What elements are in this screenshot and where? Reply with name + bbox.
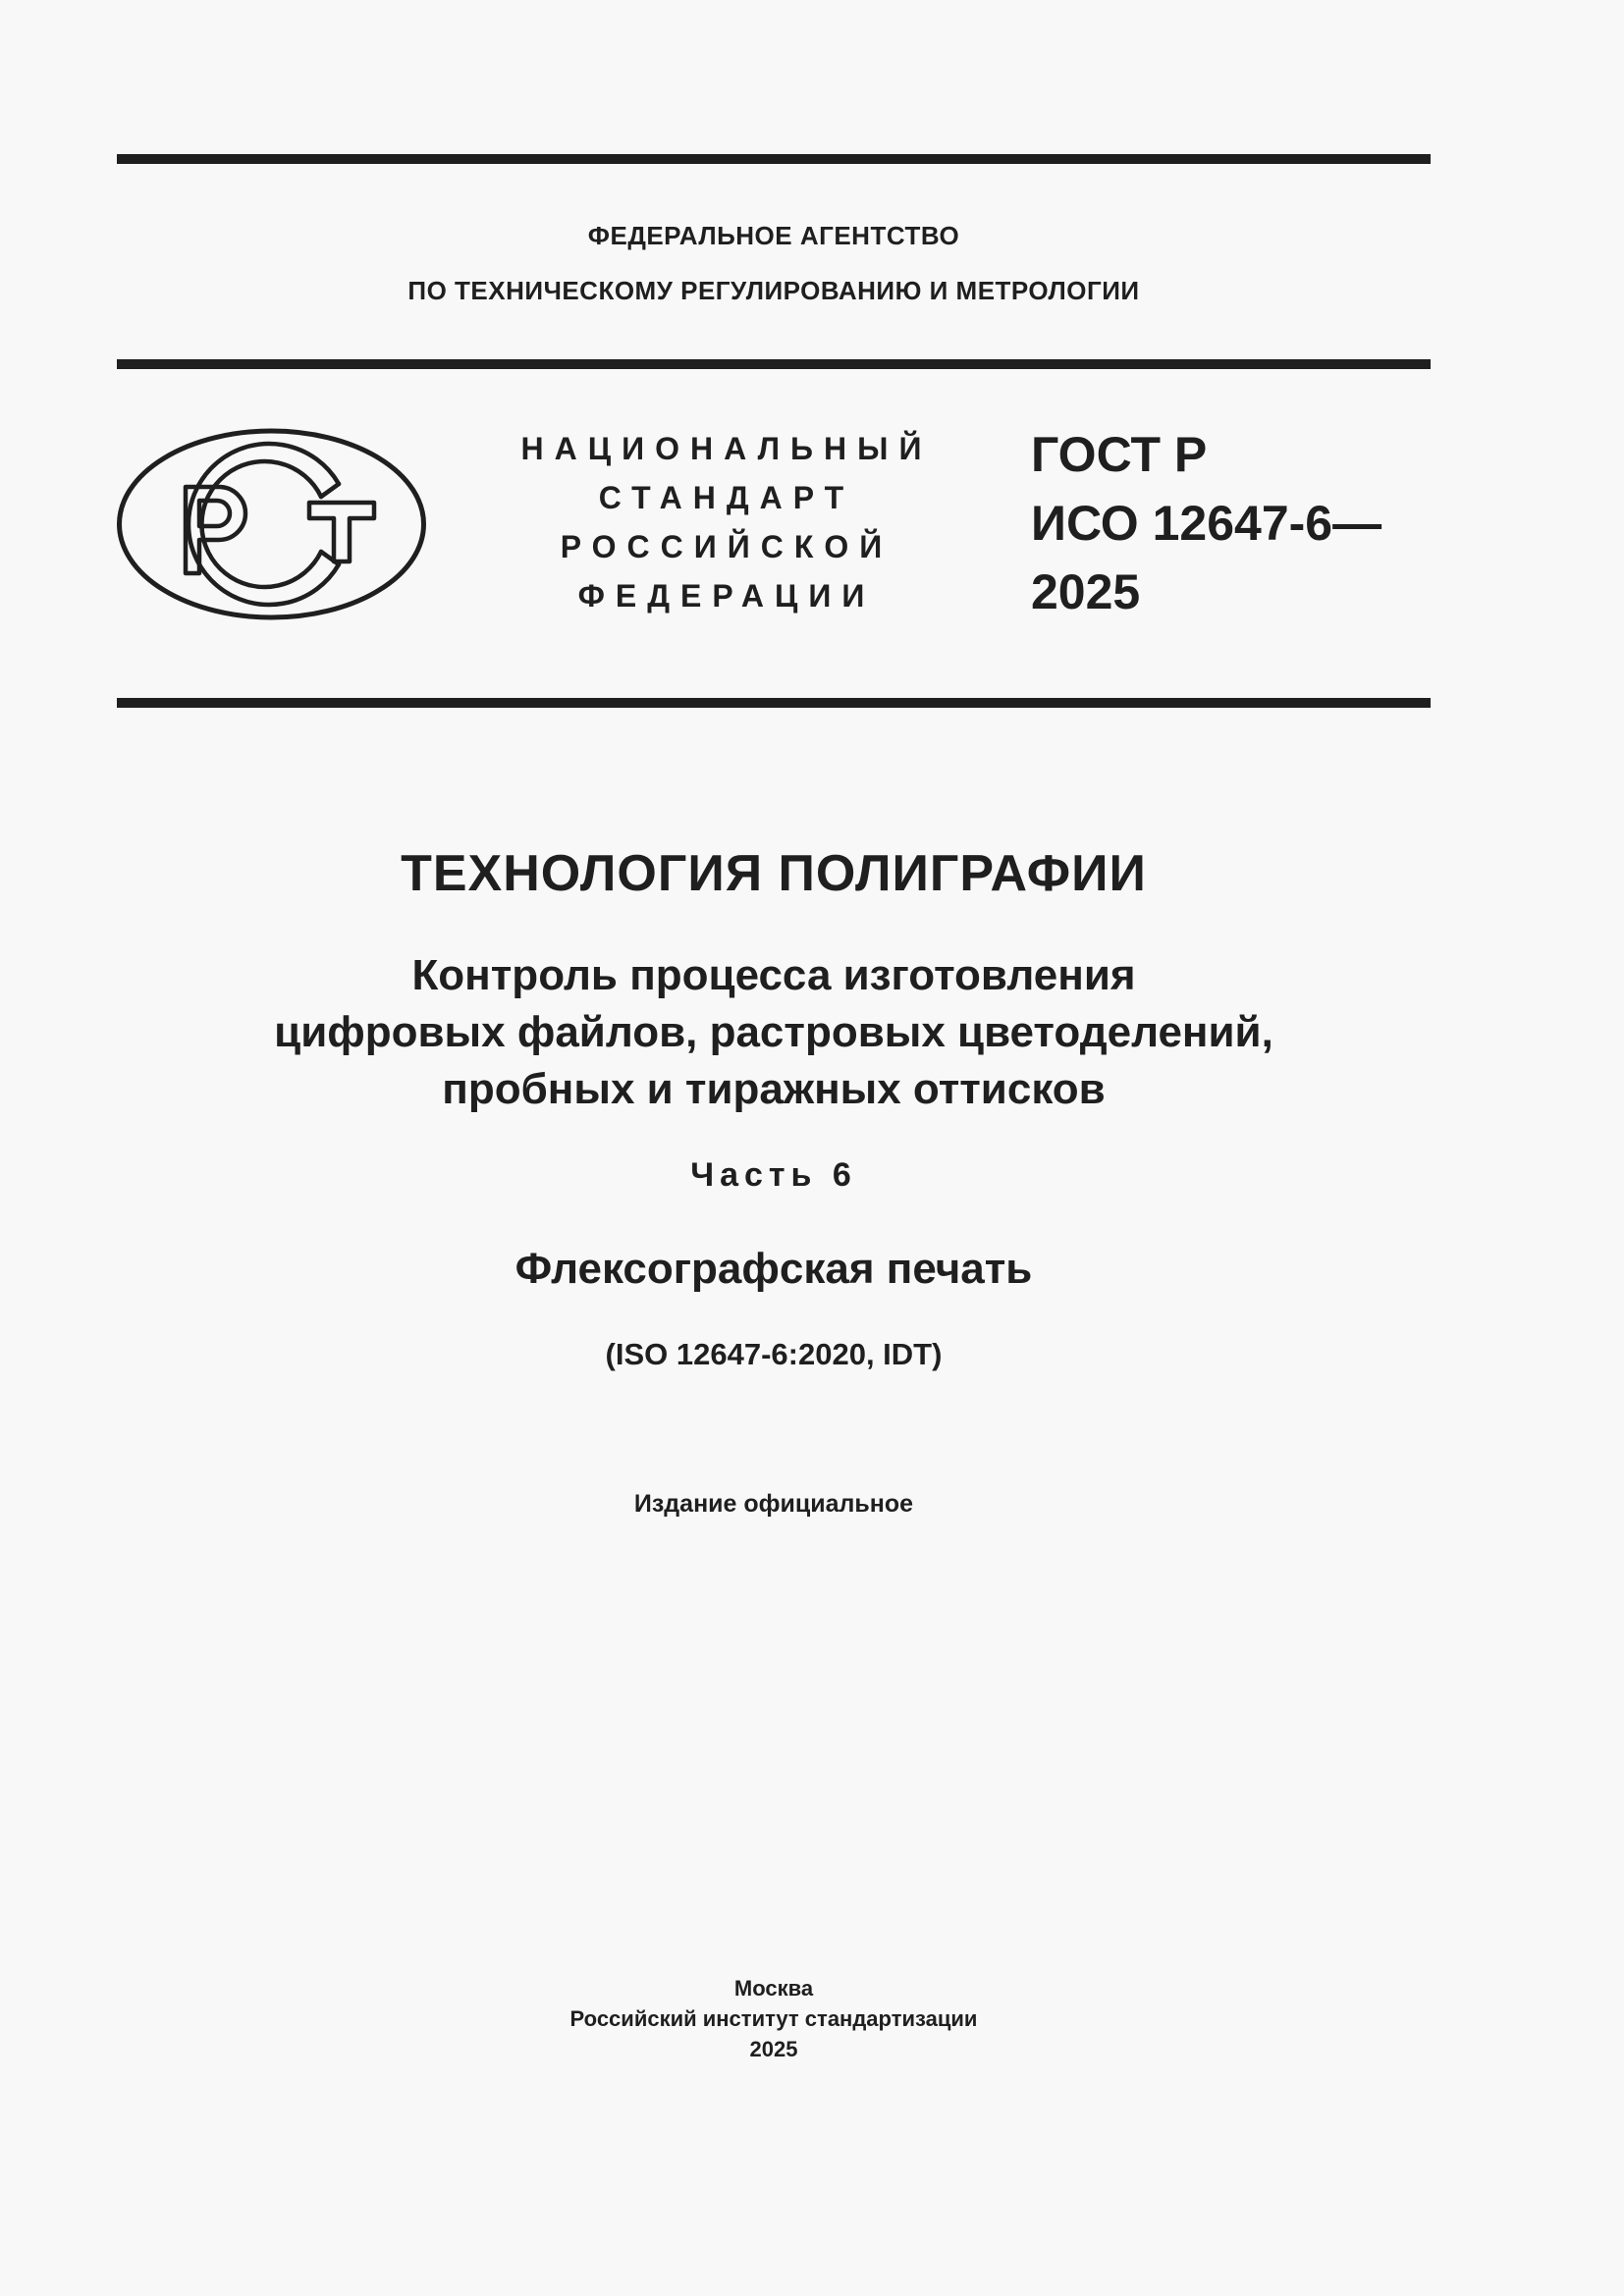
edition-note: Издание официальное [633, 1490, 914, 1518]
standard-type-block [501, 424, 952, 620]
part-title: Флексографская печать [514, 1245, 1033, 1293]
designation-line: 2025 [1031, 564, 1141, 619]
publisher-block [0, 1973, 1547, 2064]
subtitle-line: Контроль процесса изготовления [411, 951, 1136, 999]
rst-certification-mark-icon [117, 428, 426, 620]
designation-line: ГОСТ Р [1031, 427, 1208, 482]
document-title: ТЕХНОЛОГИЯ ПОЛИГРАФИИ [401, 845, 1147, 902]
designation-line: ИСО 12647-6— [1031, 496, 1382, 551]
top-rule [117, 154, 1431, 164]
iso-reference: (ISO 12647-6:2020, IDT) [605, 1337, 943, 1371]
publisher-name: Российский институт стандартизации [569, 2006, 978, 2031]
agency-name-line-2: ПО ТЕХНИЧЕСКОМУ РЕГУЛИРОВАНИЮ И МЕТРОЛОГИИ [407, 276, 1140, 305]
header-rule [117, 359, 1431, 369]
standard-type-line: ФЕДЕРАЦИИ [577, 578, 876, 614]
document-subtitle [0, 947, 1547, 1118]
standard-designation [1031, 420, 1381, 626]
standard-type-line: РОССИЙСКОЙ [560, 529, 893, 564]
subtitle-line: пробных и тиражных оттисков [442, 1065, 1106, 1113]
part-number: Часть 6 [690, 1156, 857, 1194]
publisher-city: Москва [733, 1976, 814, 2001]
subtitle-line: цифровых файлов, растровых цветоделений, [274, 1008, 1273, 1056]
standard-type-line: СТАНДАРТ [598, 480, 855, 515]
agency-name-line-1: ФЕДЕРАЛЬНОЕ АГЕНТСТВО [587, 221, 960, 250]
standard-type-line: НАЦИОНАЛЬНЫЙ [520, 431, 933, 466]
publisher-year: 2025 [749, 2037, 798, 2061]
section-rule [117, 698, 1431, 708]
